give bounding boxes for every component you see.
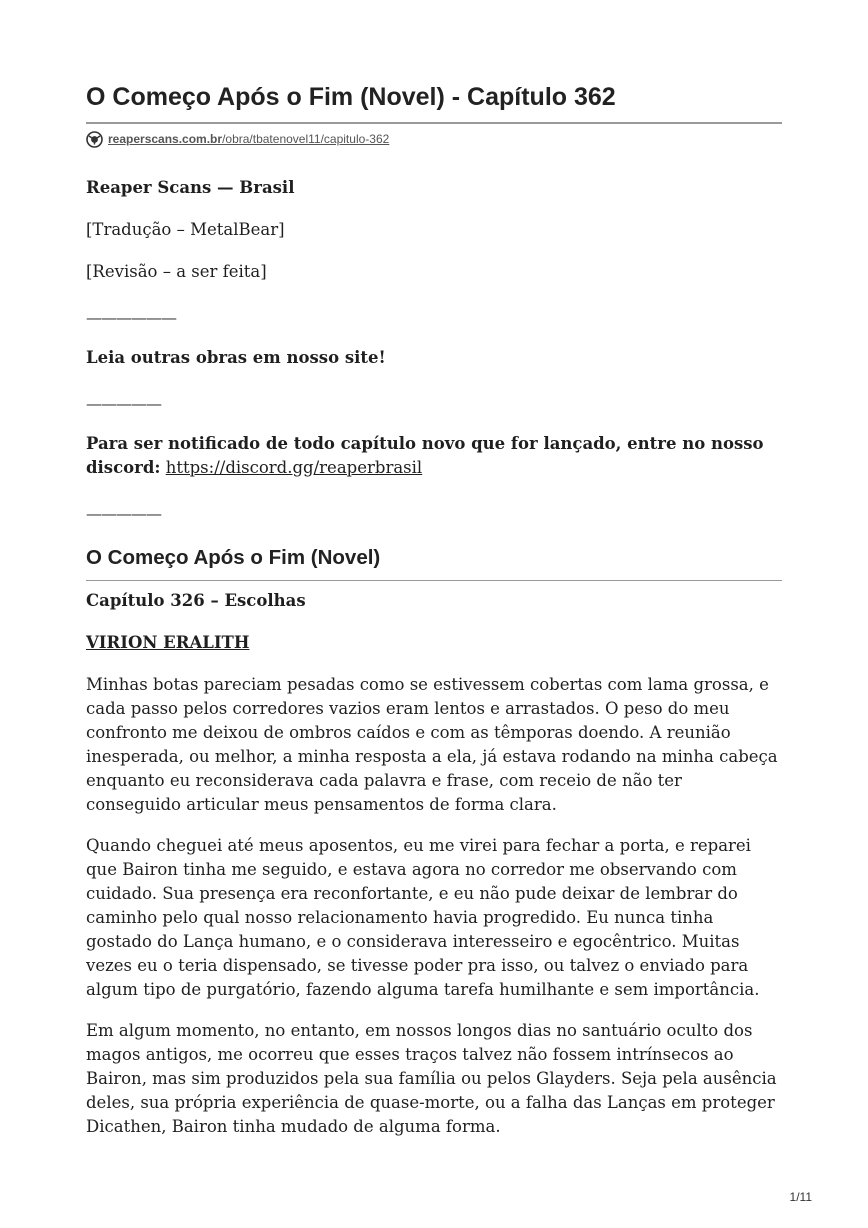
- source-link[interactable]: [108, 132, 389, 146]
- page-number: 1/11: [789, 1190, 812, 1204]
- discord-label: discord:: [86, 458, 161, 477]
- paragraph: Em algum momento, no entanto, em nossos longos dias no santuário oculto dos magos antigos, me ocorreu que esses traços talvez não fossem intrínsecos ao Bairon, mas sim produzidos pela sua família ou pelos Glayders. Seja pela ausência deles, sua própria experiência de quase-morte, ou a falha das Lanças em proteger Dicathen, Bairon tinha mudado de alguma forma.: [86, 1021, 777, 1136]
- pov-heading: VIRION ERALITH: [86, 633, 250, 652]
- document-page: [86, 80, 782, 1139]
- title-divider: [86, 122, 782, 124]
- page-title: O Começo Após o Fim (Novel) - Capítulo 362: [86, 83, 616, 111]
- cta-text: Leia outras obras em nosso site!: [86, 348, 386, 367]
- credits-revision: [Revisão – a ser feita]: [86, 262, 267, 281]
- discord-notice-text: Para ser notificado de todo capítulo novo que for lançado, entre no nosso: [86, 434, 764, 453]
- credits-site: Reaper Scans — Brasil: [86, 178, 295, 197]
- globe-icon: [86, 131, 103, 148]
- chapter-subtitle: Capítulo 326 – Escolhas: [86, 591, 306, 610]
- separator-1: ——————: [86, 308, 176, 327]
- chapter-heading: O Começo Após o Fim (Novel): [86, 546, 381, 569]
- discord-link[interactable]: https://discord.gg/reaperbrasil: [165, 458, 423, 477]
- source-domain: reaperscans.com.br: [108, 132, 223, 146]
- separator-2: —————: [86, 394, 161, 413]
- source-path: /obra/tbatenovel11/capitulo-362: [222, 132, 390, 146]
- chapter-divider: [86, 580, 782, 581]
- paragraph: Minhas botas pareciam pesadas como se estivessem cobertas com lama grossa, e cada passo pelos corredores vazios eram lentos e arrastados. O peso do meu confronto me deixou de ombros caídos e com as têmporas doendo. A reunião inesperada, ou melhor, a minha resposta a ela, já estava rodando na minha cabeça enquanto eu reconsiderava cada palavra e frase, com receio de não ter conseguido articular meus pensamentos de forma clara.: [86, 675, 778, 814]
- paragraph: Quando cheguei até meus aposentos, eu me virei para fechar a porta, e reparei que Bairon tinha me seguido, e estava agora no corredor me observando com cuidado. Sua presença era reconfortante, e eu não pude deixar de lembrar do caminho pelo qual nosso relacionamento havia progredido. Eu nunca tinha gostado do Lança humano, e o considerava interesseiro e egocêntrico. Muitas vezes eu o teria dispensado, se tivesse poder pra isso, ou talvez o enviado para algum tipo de purgatório, fazendo alguma tarefa humilhante e sem importância.: [86, 836, 760, 999]
- source-url: [86, 130, 782, 148]
- credits-translation: [Tradução – MetalBear]: [86, 220, 285, 239]
- separator-3: —————: [86, 504, 161, 523]
- discord-notice: [86, 432, 782, 480]
